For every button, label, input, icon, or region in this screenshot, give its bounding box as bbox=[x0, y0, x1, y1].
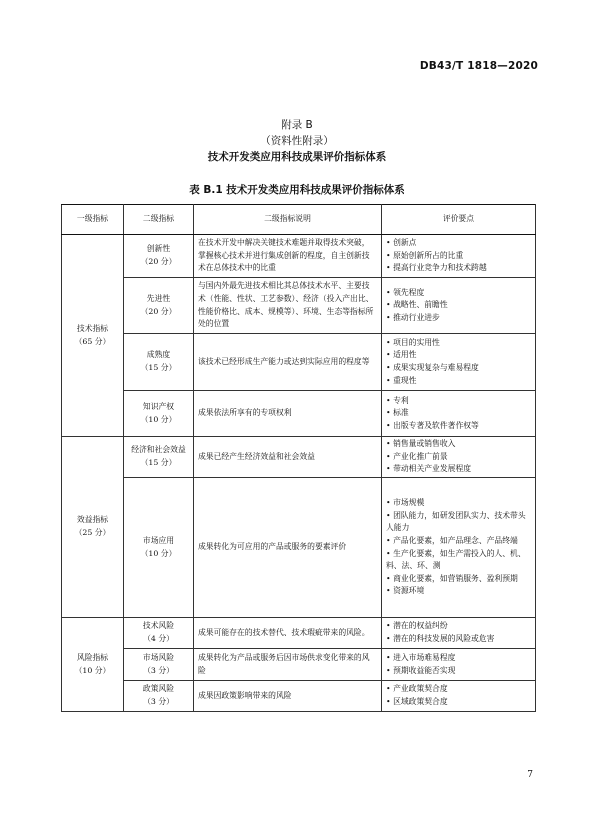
level2-cell bbox=[124, 391, 194, 437]
level2-cell bbox=[124, 618, 194, 649]
key-point: • 适用性 bbox=[386, 350, 417, 360]
description-cell: 成果转化为产品或服务后因市场供求变化带来的风险 bbox=[194, 649, 382, 681]
level2-weight: （10 分） bbox=[140, 548, 177, 558]
level2-name: 成熟度 bbox=[146, 350, 171, 360]
key-point: • 产业政策契合度 bbox=[386, 684, 448, 694]
key-point: • 原始创新所占的比重 bbox=[386, 250, 464, 260]
key-point: • 提高行业竞争力和技术跨越 bbox=[386, 263, 487, 273]
key-point: • 战略性、前瞻性 bbox=[386, 300, 448, 310]
description-cell: 成果已经产生经济效益和社会效益 bbox=[194, 437, 382, 478]
level1-name: 风险指标 bbox=[76, 652, 109, 662]
level2-weight: （20 分） bbox=[140, 257, 177, 266]
description-cell: 成果因政策影响带来的风险 bbox=[194, 681, 382, 712]
description-cell: 成果依法所享有的专项权利 bbox=[194, 391, 382, 437]
standard-code: DB43/T 1818—2020 bbox=[419, 60, 538, 72]
level2-cell bbox=[124, 649, 194, 681]
table-header-row bbox=[62, 205, 536, 235]
key-point: • 成果实现复杂与难易程度 bbox=[386, 363, 479, 372]
level1-name: 技术指标 bbox=[76, 323, 109, 333]
description-cell: 成果转化为可应用的产品或服务的要素评价 bbox=[194, 478, 382, 618]
level2-name: 知识产权 bbox=[142, 401, 175, 411]
key-point: • 团队能力，如研发团队实力、技术带头人能力 bbox=[386, 510, 526, 533]
key-points-cell bbox=[382, 391, 536, 437]
key-point: • 销售量或销售收入 bbox=[386, 439, 456, 449]
key-points-cell bbox=[382, 618, 536, 649]
level1-weight: （10 分） bbox=[74, 665, 111, 675]
key-point: • 市场规模 bbox=[386, 498, 425, 508]
table-row bbox=[62, 334, 536, 391]
level2-name: 先进性 bbox=[146, 293, 171, 303]
level2-name: 市场应用 bbox=[142, 535, 175, 545]
header-level1: 一级指标 bbox=[62, 205, 124, 235]
level2-cell bbox=[124, 235, 194, 278]
key-point: • 重现性 bbox=[386, 375, 417, 385]
table-row bbox=[62, 478, 536, 618]
key-point: • 进入市场难易程度 bbox=[386, 652, 456, 662]
table-row bbox=[62, 437, 536, 478]
level2-name: 经济和社会效益 bbox=[131, 445, 186, 455]
level1-cell bbox=[62, 618, 124, 712]
key-point: • 创新点 bbox=[386, 238, 417, 248]
level2-cell bbox=[124, 478, 194, 618]
header-level2: 二级指标 bbox=[124, 205, 194, 235]
level2-name: 市场风险 bbox=[142, 652, 175, 662]
level1-name: 效益指标 bbox=[76, 515, 109, 525]
level2-weight: （3 分） bbox=[143, 697, 174, 706]
table-row bbox=[62, 391, 536, 437]
table-row bbox=[62, 649, 536, 681]
key-point: • 资源环境 bbox=[386, 586, 425, 596]
key-point: • 产品化要素，如产品理念、产品终端 bbox=[386, 535, 518, 545]
level2-weight: （15 分） bbox=[140, 458, 177, 467]
level2-weight: （3 分） bbox=[143, 665, 174, 675]
description-cell: 该技术已经形成生产能力或达到实际应用的程度等 bbox=[194, 334, 382, 391]
key-points-cell bbox=[382, 235, 536, 278]
appendix-title: 技术开发类应用科技成果评价指标体系 bbox=[207, 151, 387, 163]
key-point: • 标准 bbox=[386, 408, 409, 418]
key-points-cell bbox=[382, 334, 536, 391]
header-key-points: 评价要点 bbox=[382, 205, 536, 235]
level1-cell bbox=[62, 437, 124, 618]
key-points-cell bbox=[382, 681, 536, 712]
table-caption: 表 B.1 技术开发类应用科技成果评价指标体系 bbox=[189, 184, 405, 196]
table-row bbox=[62, 681, 536, 712]
page-number: 7 bbox=[527, 770, 533, 780]
key-point: • 项目的实用性 bbox=[386, 337, 440, 347]
appendix-heading bbox=[0, 117, 594, 165]
key-point: • 预期收益能否实现 bbox=[386, 665, 456, 675]
level2-weight: （10 分） bbox=[140, 414, 177, 424]
description-cell: 成果可能存在的技术替代、技术瑕疵带来的风险。 bbox=[194, 618, 382, 649]
key-point: • 产业化推广前景 bbox=[386, 451, 448, 461]
appendix-label: 附录 B bbox=[281, 119, 313, 131]
key-point: • 潜在的科技发展的风险或危害 bbox=[386, 634, 495, 643]
evaluation-index-table bbox=[61, 204, 536, 712]
table-row bbox=[62, 235, 536, 278]
key-point: • 领先程度 bbox=[386, 287, 425, 297]
key-points-cell bbox=[382, 649, 536, 681]
key-point: • 带动相关产业发展程度 bbox=[386, 464, 472, 474]
description-cell: 在技术开发中解决关键技术难题并取得技术突破，掌握核心技术并进行集成创新的程度，自主创新技术在总体技术中的比重 bbox=[194, 235, 382, 278]
appendix-nature: （资料性附录） bbox=[260, 135, 334, 147]
level2-cell bbox=[124, 334, 194, 391]
level2-name: 技术风险 bbox=[142, 621, 175, 631]
key-point: • 区域政策契合度 bbox=[386, 697, 448, 706]
key-point: • 出版专著及软件著作权等 bbox=[386, 420, 479, 430]
table-row bbox=[62, 618, 536, 649]
level2-weight: （15 分） bbox=[140, 363, 177, 372]
key-points-cell bbox=[382, 478, 536, 618]
level2-name: 创新性 bbox=[146, 244, 171, 254]
level2-weight: （20 分） bbox=[140, 306, 177, 316]
key-point: • 专利 bbox=[386, 395, 409, 405]
level1-cell bbox=[62, 235, 124, 437]
key-point: • 生产化要素，如生产需投入的人、机、料、法、环、测 bbox=[386, 548, 526, 571]
header-description: 二级指标说明 bbox=[194, 205, 382, 235]
table-row bbox=[62, 278, 536, 334]
key-point: • 潜在的权益纠纷 bbox=[386, 621, 448, 631]
key-points-cell bbox=[382, 278, 536, 334]
level1-weight: （25 分） bbox=[74, 528, 111, 537]
description-cell: 与国内外最先进技术相比其总体技术水平、主要技术（性能、性状、工艺参数）、经济（投入产出比、性能价格比、成本、规模等）、环境、生态等指标所处的位置 bbox=[194, 278, 382, 334]
key-points-cell bbox=[382, 437, 536, 478]
level2-weight: （4 分） bbox=[143, 634, 174, 643]
key-point: • 推动行业进步 bbox=[386, 312, 440, 322]
level2-cell bbox=[124, 681, 194, 712]
key-point: • 商业化要素，如营销服务、盈利预期 bbox=[386, 573, 518, 583]
level2-name: 政策风险 bbox=[142, 684, 175, 694]
level2-cell bbox=[124, 437, 194, 478]
level1-weight: （65 分） bbox=[74, 336, 111, 346]
level2-cell bbox=[124, 278, 194, 334]
